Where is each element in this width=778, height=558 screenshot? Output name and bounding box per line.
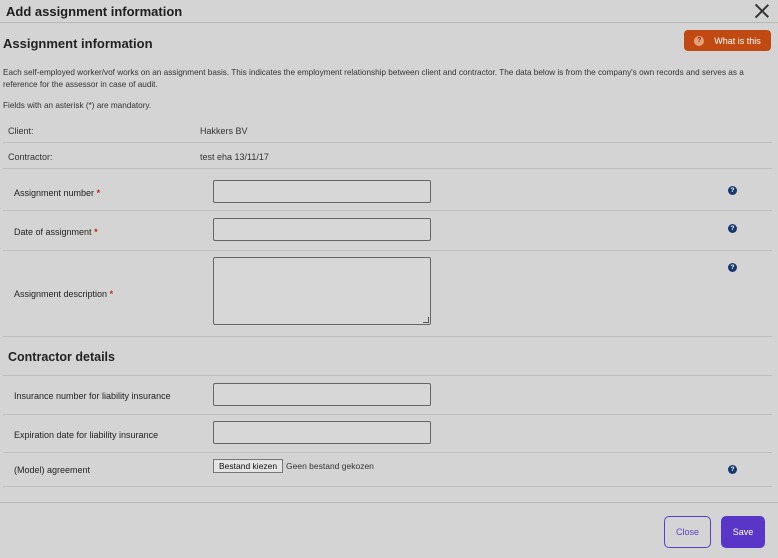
assignment-description-row	[3, 251, 772, 337]
assignment-description-label: Assignment description *	[14, 289, 114, 299]
expiration-date-row	[3, 415, 772, 453]
question-icon: ?	[694, 36, 704, 46]
contractor-details-heading: Contractor details	[8, 350, 115, 364]
close-button[interactable]: Close	[664, 516, 711, 548]
contractor-value: test eha 13/11/17	[200, 151, 269, 162]
assignment-date-help-icon[interactable]: ?	[728, 224, 737, 233]
assignment-date-label: Date of assignment *	[14, 227, 98, 237]
client-label: Client:	[8, 125, 34, 136]
save-button[interactable]: Save	[721, 516, 765, 548]
intro-text: Each self-employed worker/vof works on an assignment basis. This indicates the employment relationship between client and contractor. The data below is from the company's own records and serves as a reference for the assessor in case of audit.	[3, 68, 744, 89]
expiration-date-input[interactable]	[213, 421, 431, 444]
insurance-number-row	[3, 375, 772, 415]
file-status-text: Geen bestand gekozen	[286, 461, 374, 471]
resize-handle-icon[interactable]	[423, 317, 429, 323]
dialog-titlebar	[0, 0, 778, 23]
agreement-row	[3, 453, 772, 487]
dialog-footer	[0, 502, 778, 558]
dialog-body	[0, 24, 778, 502]
assignment-number-input[interactable]	[213, 180, 431, 203]
assignment-heading: Assignment information	[3, 36, 153, 51]
contractor-label: Contractor:	[8, 151, 53, 162]
insurance-number-input[interactable]	[213, 383, 431, 406]
close-icon[interactable]	[754, 3, 770, 19]
assignment-number-row	[3, 171, 772, 211]
insurance-number-label: Insurance number for liability insurance	[14, 391, 171, 401]
client-value: Hakkers BV	[200, 125, 248, 136]
agreement-label: (Model) agreement	[14, 465, 91, 475]
assignment-number-help-icon[interactable]: ?	[728, 186, 737, 195]
assignment-date-input[interactable]	[213, 218, 431, 241]
what-is-this-button[interactable]	[684, 30, 771, 51]
assignment-date-row	[3, 211, 772, 251]
agreement-help-icon[interactable]: ?	[728, 465, 737, 474]
dialog-title: Add assignment information	[6, 3, 183, 19]
mandatory-note: Fields with an asterisk (*) are mandatory.	[3, 101, 152, 110]
assignment-description-help-icon[interactable]: ?	[728, 263, 737, 272]
contractor-row	[3, 145, 772, 169]
choose-file-button[interactable]: Bestand kiezen	[213, 459, 283, 473]
what-is-this-label: What is this	[714, 35, 761, 46]
assignment-description-textarea[interactable]	[213, 257, 431, 325]
client-row	[3, 119, 772, 143]
assignment-number-label: Assignment number *	[14, 188, 101, 198]
expiration-date-label: Expiration date for liability insurance	[14, 430, 159, 440]
